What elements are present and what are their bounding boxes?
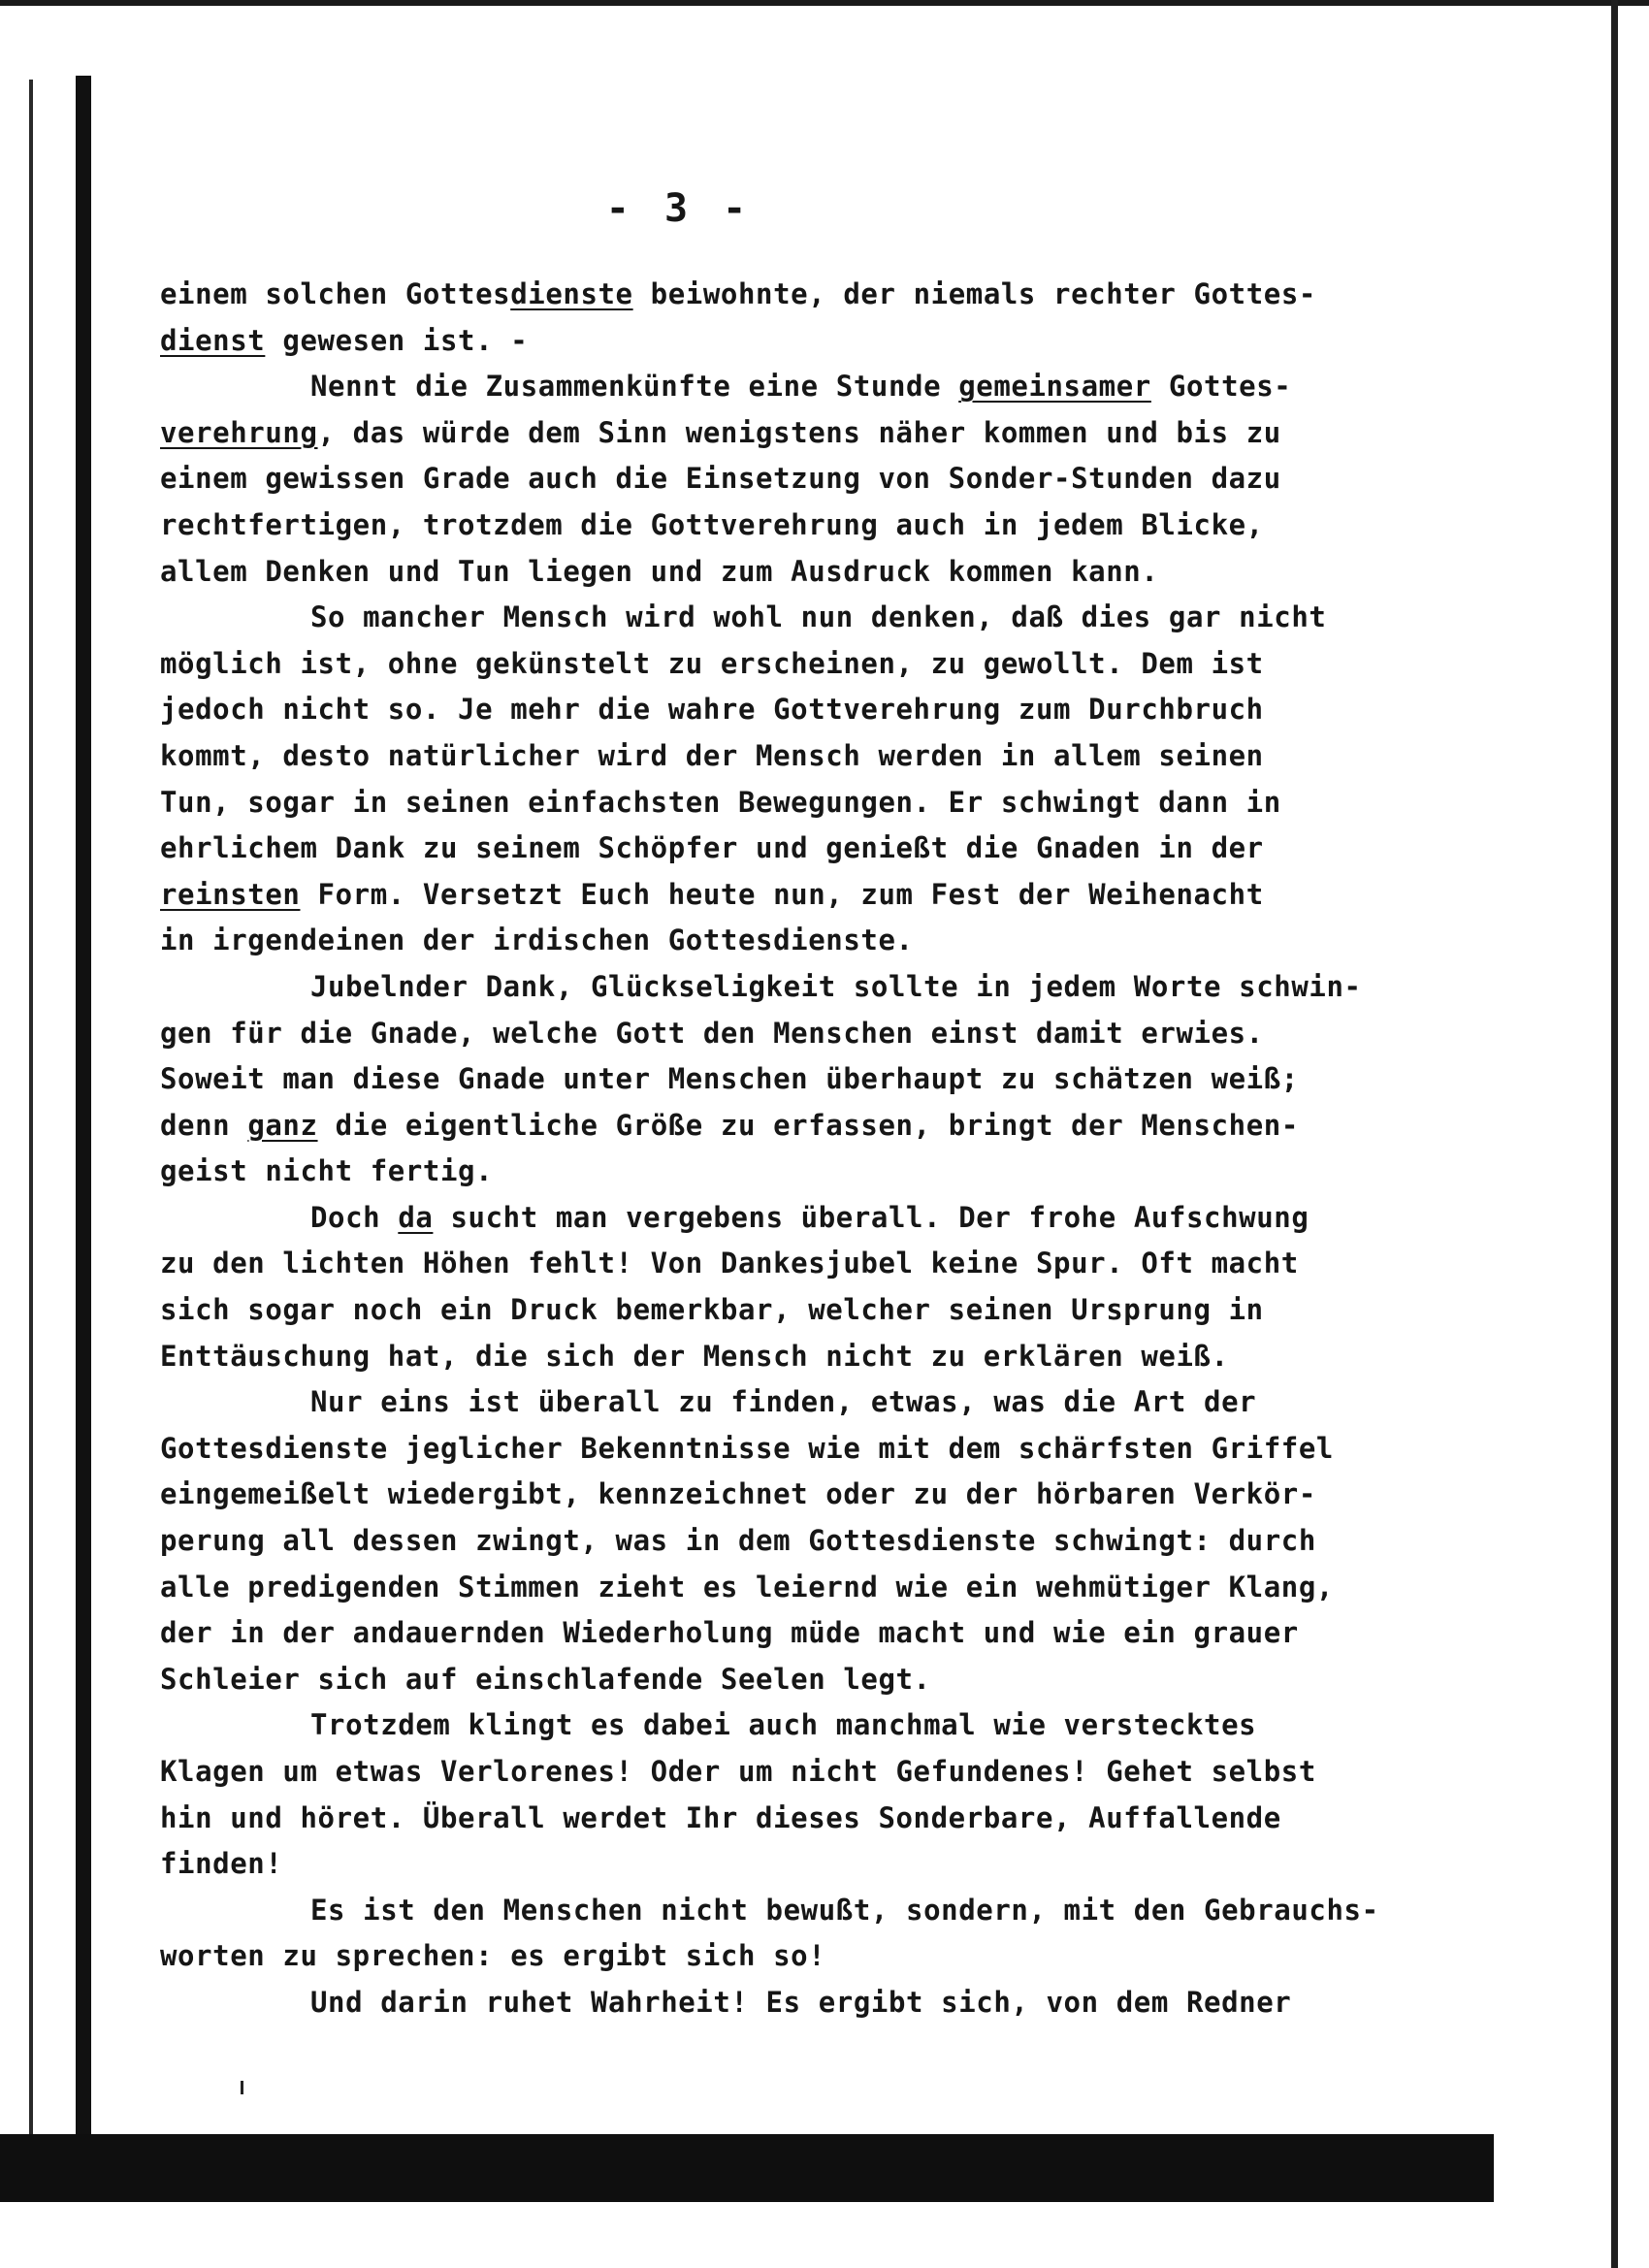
text-segment: Jubelnder Dank, Glückseligkeit sollte in jedem Worte schwin- (310, 969, 1362, 1003)
text-segment: hin und höret. Überall werdet Ihr dieses Sonderbare, Auffallende (160, 1800, 1281, 1834)
text-segment: rechtfertigen, trotzdem die Gottverehrung auch in jedem Blicke, (160, 507, 1264, 541)
text-line (160, 549, 1508, 596)
underlined-word: da (398, 1200, 434, 1234)
text-segment: Klagen um etwas Verlorenes! Oder um nicht Gefundenes! Gehet selbst (160, 1755, 1316, 1788)
text-segment: Doch (310, 1200, 399, 1234)
text-segment: die eigentliche Größe zu erfassen, bringt der Menschen- (317, 1108, 1299, 1142)
text-line (160, 1980, 1508, 2026)
text-line (160, 1195, 1508, 1242)
underlined-word: reinsten (160, 877, 301, 911)
text-segment: ehrlichem Dank zu seinem Schöpfer und genießt die Gnaden in der (160, 831, 1264, 865)
text-line (160, 641, 1508, 688)
text-segment: Nennt die Zusammenkünfte eine Stunde (310, 370, 959, 404)
underlined-word: verehrung (160, 415, 318, 449)
text-segment: alle predigenden Stimmen zieht es leiernd wie ein wehmütiger Klang, (160, 1570, 1334, 1604)
scan-right-edge-line (1611, 0, 1618, 2268)
text-segment: Enttäuschung hat, die sich der Mensch nicht zu erklären weiß. (160, 1339, 1229, 1373)
text-segment: geist nicht fertig. (160, 1154, 494, 1188)
text-segment: Trotzdem klingt es dabei auch manchmal wie verstecktes (310, 1708, 1257, 1742)
scan-left-edge-line (29, 80, 33, 2136)
text-segment: , das würde dem Sinn wenigstens näher kommen und bis zu (317, 415, 1281, 449)
text-segment: allem Denken und Tun liegen und zum Ausdruck kommen kann. (160, 554, 1159, 588)
text-line (160, 456, 1508, 502)
scan-top-border (0, 0, 1649, 6)
text-line (160, 272, 1508, 318)
text-segment: möglich ist, ohne gekünstelt zu erscheinen, zu gewollt. Dem ist (160, 646, 1264, 680)
text-segment: Schleier sich auf einschlafende Seelen legt. (160, 1662, 931, 1696)
text-segment: denn (160, 1108, 248, 1142)
scan-left-binding-shadow (76, 76, 91, 2142)
text-line (160, 1657, 1508, 1703)
text-line (160, 364, 1508, 410)
text-segment: eingemeißelt wiedergibt, kennzeichnet oder zu der hörbaren Verkör- (160, 1477, 1316, 1511)
text-line (160, 1565, 1508, 1611)
text-line (160, 318, 1508, 365)
text-line (160, 1702, 1508, 1749)
text-line (160, 1287, 1508, 1334)
text-line (160, 1888, 1508, 1934)
text-segment: finden! (160, 1847, 283, 1881)
page-number: - 3 - (605, 186, 753, 231)
text-line (160, 733, 1508, 780)
text-segment: sucht man vergebens überall. Der frohe Aufschwung (433, 1200, 1310, 1234)
underlined-word: dienste (510, 277, 633, 310)
typewritten-body-text (160, 272, 1508, 2026)
text-segment: zu den lichten Höhen fehlt! Von Dankesjubel keine Spur. Oft macht (160, 1247, 1299, 1280)
text-segment: jedoch nicht so. Je mehr die wahre Gottverehrung zum Durchbruch (160, 693, 1264, 727)
text-line (160, 780, 1508, 826)
text-segment: Soweit man diese Gnade unter Menschen überhaupt zu schätzen weiß; (160, 1062, 1299, 1096)
text-segment: Gottes- (1150, 370, 1292, 404)
text-line (160, 918, 1508, 964)
text-line (160, 1796, 1508, 1842)
text-line (160, 1749, 1508, 1796)
text-segment: Es ist den Menschen nicht bewußt, sondern, mit den Gebrauchs- (310, 1893, 1379, 1927)
text-line (160, 1610, 1508, 1657)
text-line (160, 1379, 1508, 1426)
text-segment: beiwohnte, der niemals rechter Gottes- (632, 277, 1316, 310)
text-segment: Nur eins ist überall zu finden, etwas, was die Art der (310, 1385, 1257, 1419)
text-line (160, 1241, 1508, 1287)
text-segment: Gottesdienste jeglicher Bekenntnisse wie mit dem schärfsten Griffel (160, 1431, 1334, 1465)
text-line (160, 1011, 1508, 1057)
text-line (160, 872, 1508, 919)
text-line (160, 1103, 1508, 1150)
text-line (160, 1056, 1508, 1103)
text-line (160, 687, 1508, 733)
text-segment: sich sogar noch ein Druck bemerkbar, welcher seinen Ursprung in (160, 1293, 1264, 1327)
text-line (160, 1841, 1508, 1888)
scan-bottom-shadow (0, 2134, 1494, 2202)
text-segment: einem solchen Gottes (160, 277, 511, 310)
text-segment: in irgendeinen der irdischen Gottesdienste. (160, 923, 914, 957)
text-segment: worten zu sprechen: es ergibt sich so! (160, 1939, 826, 1973)
text-line (160, 964, 1508, 1011)
text-segment: Tun, sogar in seinen einfachsten Bewegungen. Er schwingt dann in (160, 785, 1281, 819)
text-segment: der in der andauernden Wiederholung müde macht und wie ein grauer (160, 1616, 1299, 1650)
text-segment: einem gewissen Grade auch die Einsetzung von Sonder-Stunden dazu (160, 462, 1281, 496)
text-line (160, 1472, 1508, 1518)
text-segment: kommt, desto natürlicher wird der Mensch werden in allem seinen (160, 738, 1264, 772)
text-line (160, 502, 1508, 549)
underlined-word: ganz (247, 1108, 318, 1142)
text-segment: perung all dessen zwingt, was in dem Gottesdienste schwingt: durch (160, 1524, 1316, 1558)
text-line (160, 1334, 1508, 1380)
text-line (160, 1426, 1508, 1473)
text-line (160, 1518, 1508, 1565)
text-line (160, 1149, 1508, 1195)
underlined-word: dienst (160, 323, 266, 357)
text-line (160, 826, 1508, 872)
text-line (160, 595, 1508, 641)
text-segment: gewesen ist. - (265, 323, 529, 357)
text-line (160, 410, 1508, 457)
text-segment: Form. Versetzt Euch heute nun, zum Fest der Weihenacht (300, 877, 1264, 911)
text-segment: gen für die Gnade, welche Gott den Menschen einst damit erwies. (160, 1016, 1264, 1050)
text-line (160, 1933, 1508, 1980)
text-segment: Und darin ruhet Wahrheit! Es ergibt sich, von dem Redner (310, 1985, 1292, 2019)
text-segment: So mancher Mensch wird wohl nun denken, daß dies gar nicht (310, 600, 1327, 634)
underlined-word: gemeinsamer (958, 370, 1151, 404)
scan-speck (241, 2081, 243, 2094)
